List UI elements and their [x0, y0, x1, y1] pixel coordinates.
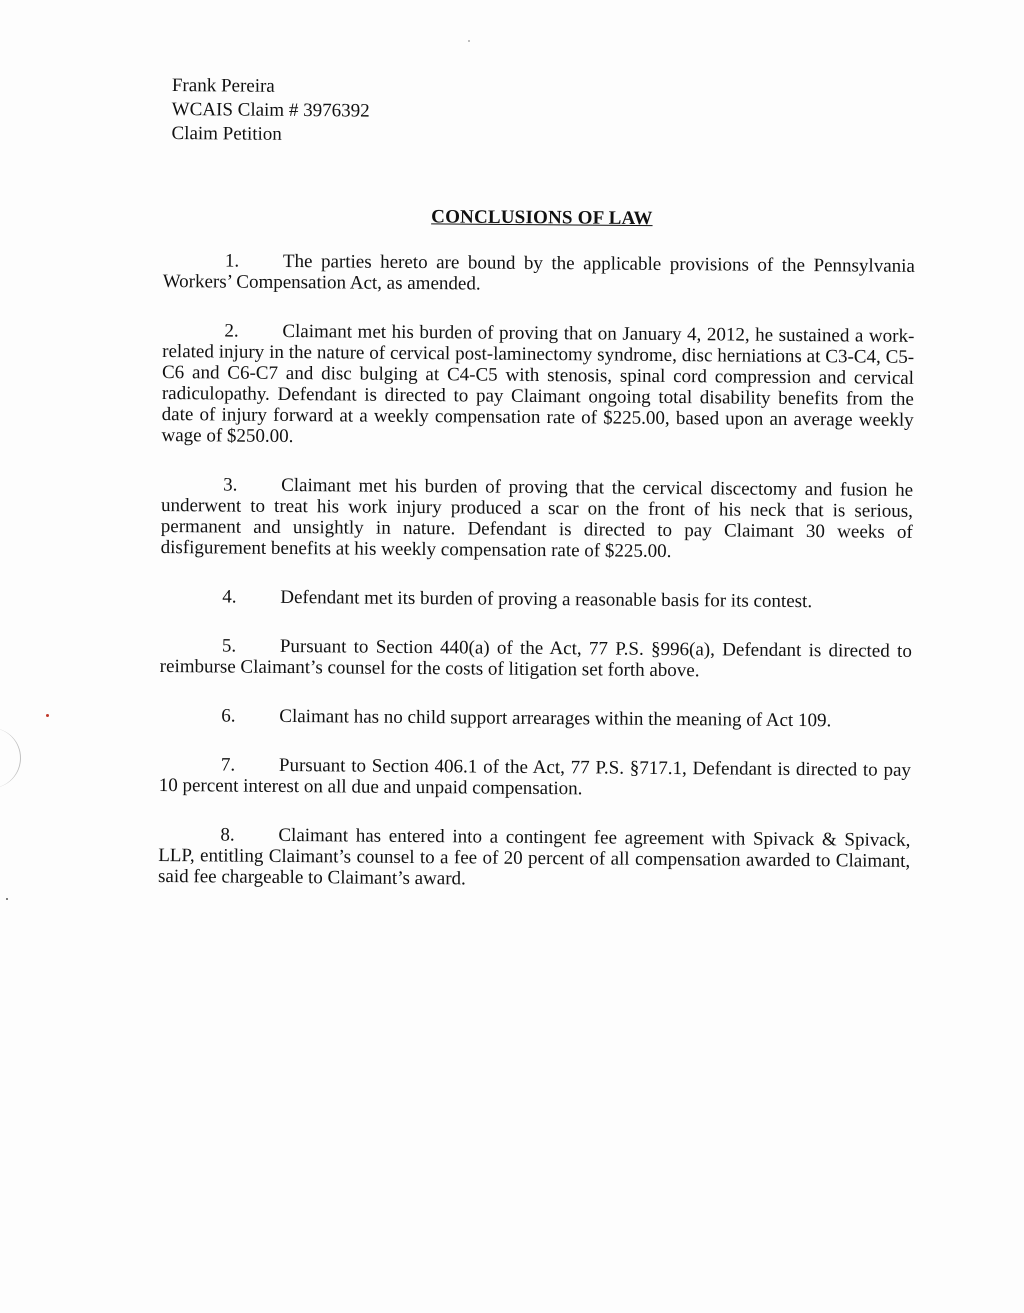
conclusions-list [158, 250, 915, 921]
claim-number: WCAIS Claim # 3976392 [171, 98, 370, 122]
paragraph-text: Defendant met its burden of proving a reasonable basis for its contest. [280, 586, 813, 613]
conclusion-paragraph [159, 705, 911, 732]
conclusion-paragraph [163, 250, 915, 298]
conclusion-paragraph [160, 586, 912, 613]
paragraph-number: 8. [220, 824, 235, 846]
conclusion-paragraph [161, 474, 914, 564]
paragraph-text: Claimant met his burden of proving that the cervical discectomy and fusion he underwent to treat his work injury produced a scar on the front of his neck that is serious, permanent and unsightly in nature. Defendant is directed to pay Claimant 30 weeks of disfigurement benefits at his weekly compensation rate of $225.00. [160, 474, 914, 563]
paragraph-text: The parties hereto are bound by the applicable provisions of the Pennsylvania Workers’ Compensation Act, as amended. [162, 250, 915, 295]
conclusion-paragraph [160, 635, 912, 683]
scan-speck [6, 898, 8, 900]
conclusion-paragraph [161, 320, 914, 452]
paragraph-number: 4. [222, 586, 237, 608]
paragraph-number: 5. [221, 635, 237, 657]
case-header [171, 74, 369, 148]
paragraph-number: 7. [220, 754, 236, 776]
section-title: CONCLUSIONS OF LAW [431, 206, 653, 230]
paragraph-number: 1. [224, 250, 240, 272]
conclusion-paragraph [158, 824, 910, 893]
paragraph-text: Pursuant to Section 406.1 of the Act, 77 P.S. §717.1, Defendant is directed to pay 10 percent interest on all due and unpaid compensation. [158, 754, 912, 800]
scan-edge-artifact [0, 728, 21, 788]
paragraph-text: Claimant has entered into a contingent fee agreement with Spivack & Spivack, LLP, entitling Claimant’s counsel to a fee of 20 percent of all compensation awarded to Claimant, said fee chargeable to Claimant’s award. [157, 824, 911, 890]
conclusion-paragraph [159, 754, 911, 802]
paragraph-text: Claimant has no child support arrearages within the meaning of Act 109. [279, 705, 832, 732]
paragraph-text: Claimant met his burden of proving that on January 4, 2012, he sustained a work-related injury in the nature of cervical post-laminectomy syndrome, disc herniations at C3-C4, C5-C6 and C6-C7 and disc bulging at C4-C5 with stenosis, spinal cord compression and cervical radiculopathy. Defendant is directed to pay Claimant ongoing total disability benefits from the date of injury forward at a weekly compensation rate of $225.00, based upon an average weekly wage of $250.00. [161, 320, 915, 448]
scan-speck [468, 40, 470, 42]
petition-type: Claim Petition [171, 122, 282, 145]
claimant-name: Frank Pereira [171, 74, 275, 97]
paragraph-number: 2. [224, 320, 239, 342]
paragraph-number: 3. [223, 474, 238, 496]
scan-speck [46, 714, 49, 717]
paragraph-number: 6. [221, 705, 236, 727]
paragraph-text: Pursuant to Section 440(a) of the Act, 77 P.S. §996(a), Defendant is directed to reimburse Claimant’s counsel for the costs of litigation set forth above. [159, 635, 912, 682]
